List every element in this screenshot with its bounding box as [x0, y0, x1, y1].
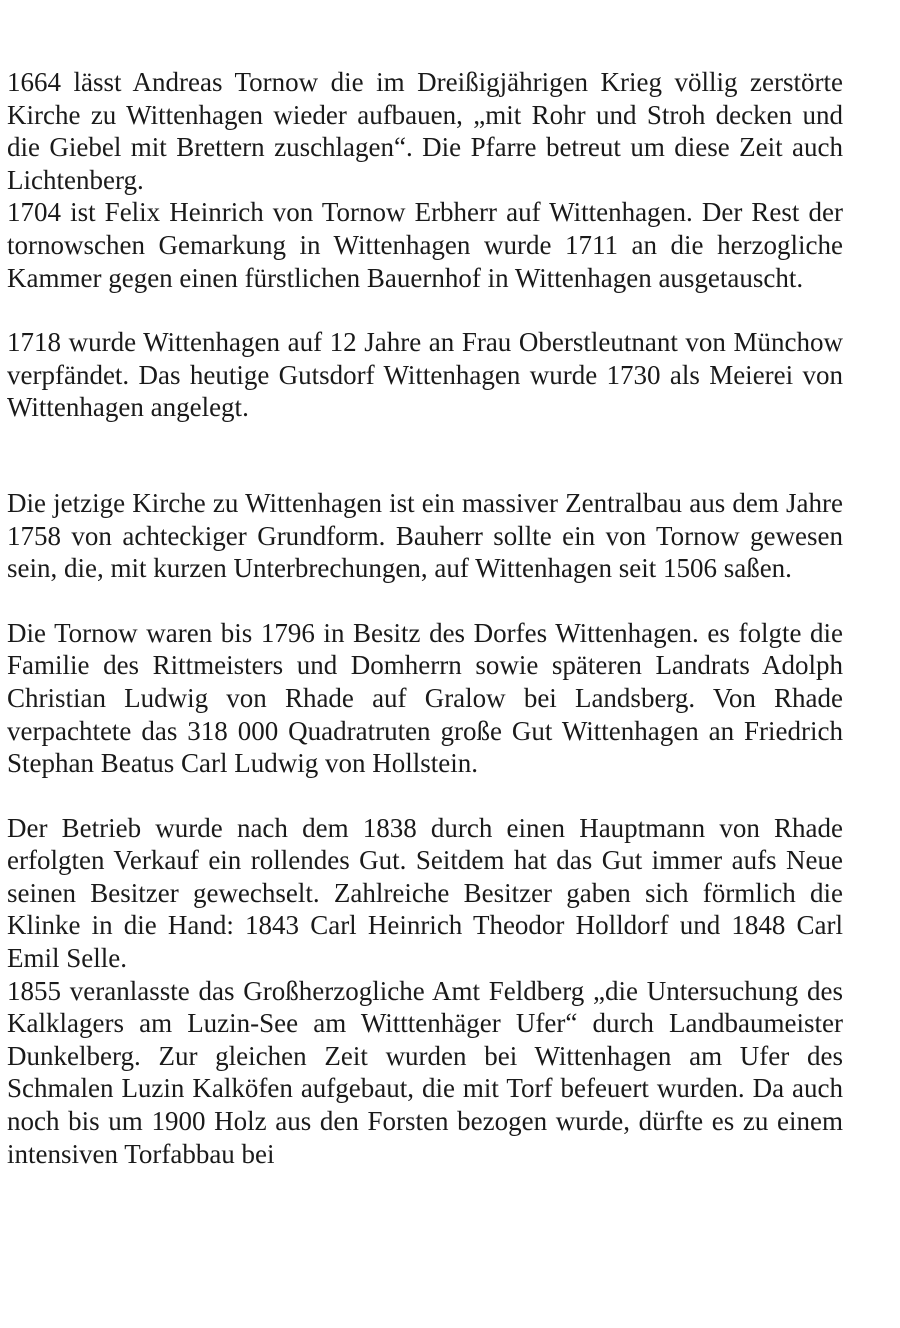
- paragraph-kirche: Die jetzige Kirche zu Wittenhagen ist ein massiver Zentralbau aus dem Jahre 1758 von achteckiger Grundform. Bauherr sollte ein von Tornow gewesen sein, die, mit kurzen Unterbrechungen, auf Wittenhagen seit 1506 saßen.: [7, 487, 843, 584]
- paragraph-tornow: Die Tornow waren bis 1796 in Besitz des Dorfes Wittenhagen. es folgte die Familie des Rittmeisters und Domherrn sowie späteren Landrats Adolph Christian Ludwig von Rhade auf Gralow bei Landsberg. Von Rhade verpachtete das 318 000 Quadratruten große Gut Wittenhagen an Friedrich Stephan Beatus Carl Ludwig von Hollstein.: [7, 617, 843, 779]
- paragraph-1855: 1855 veranlasste das Großherzogliche Amt Feldberg „die Untersuchung des Kalklagers am Luzin-See am Witttenhäger Ufer“ durch Landbaumeister Dunkelberg. Zur gleichen Zeit wurden bei Wittenhagen am Ufer des Schmalen Luzin Kalköfen aufgebaut, die mit Torf befeuert wurden. Da auch noch bis um 1900 Holz aus den Forsten bezogen wurde, dürfte es zu einem intensiven Torfabbau bei: [7, 975, 843, 1169]
- paragraph-1718: 1718 wurde Wittenhagen auf 12 Jahre an Frau Oberstleutnant von Münchow verpfändet. Das heutige Gutsdorf Wittenhagen wurde 1730 als Meierei von Wittenhagen angelegt.: [7, 327, 843, 423]
- paragraph-betrieb: Der Betrieb wurde nach dem 1838 durch einen Hauptmann von Rhade erfolgten Verkauf ein rollendes Gut. Seitdem hat das Gut immer aufs Neue seinen Besitzer gewechselt. Zahlreiche Besitzer gaben sich förmlich die Klinke in die Hand: 1843 Carl Heinrich Theodor Holldorf und 1848 Carl Emil Selle.: [7, 812, 843, 974]
- paragraph-spacer: [7, 585, 843, 617]
- paragraph-1664: 1664 lässt Andreas Tornow die im Dreißigjährigen Krieg völlig zerstörte Kirche zu Wittenhagen wieder aufbauen, „mit Rohr und Stroh decken und die Giebel mit Brettern zuschlagen“. Die Pfarre betreut um diese Zeit auch Lichtenberg.: [7, 67, 843, 195]
- paragraph-spacer: [7, 294, 843, 326]
- paragraph-1704: 1704 ist Felix Heinrich von Tornow Erbherr auf Wittenhagen. Der Rest der tornowschen Gemarkung in Wittenhagen wurde 1711 an die herzogliche Kammer gegen einen fürstlichen Bauernhof in Wittenhagen ausgetauscht.: [7, 197, 843, 293]
- paragraph-spacer: [7, 424, 843, 487]
- document-body: [7, 66, 843, 1170]
- paragraph-spacer: [7, 780, 843, 812]
